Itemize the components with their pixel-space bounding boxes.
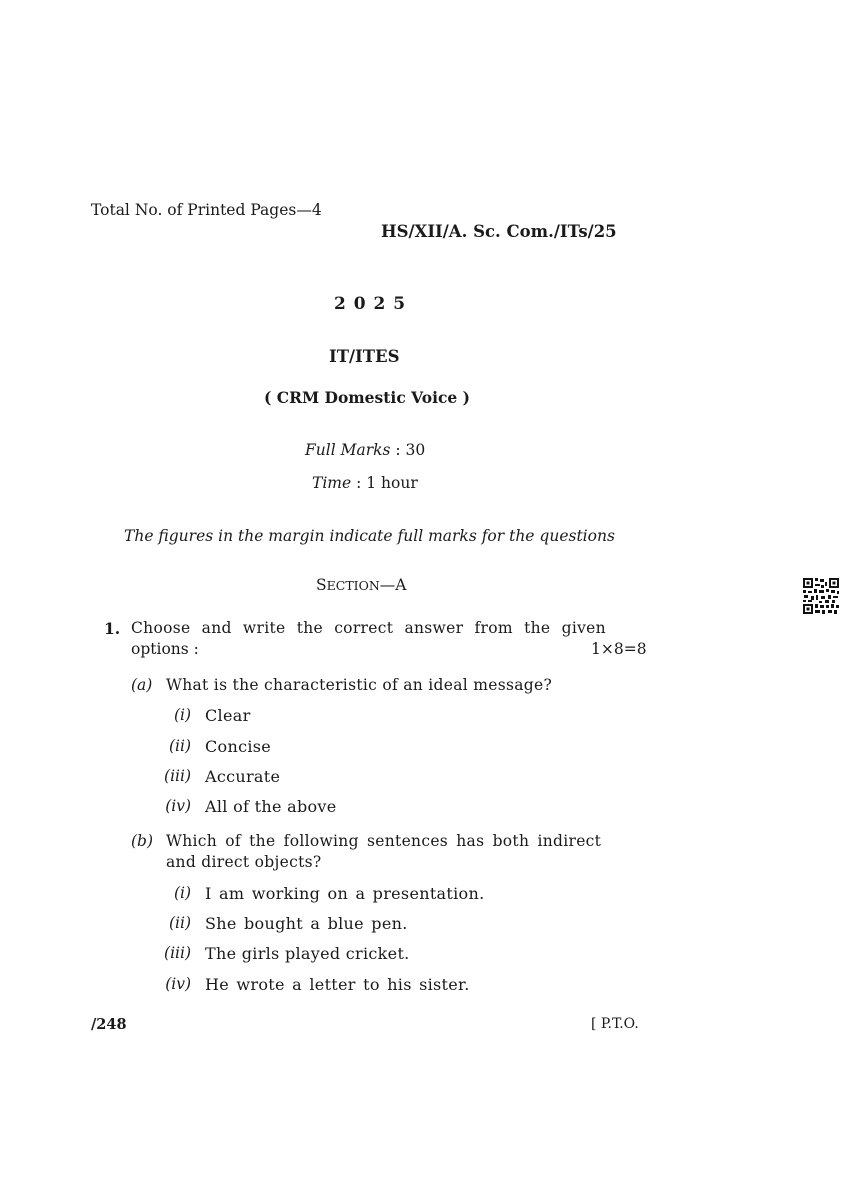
page-code: /248 (91, 1016, 127, 1033)
option-text: Concise (205, 737, 272, 756)
paper-code: HS/XII/A. Sc. Com./ITs/25 (381, 222, 617, 241)
option-label: (iii) (164, 944, 191, 962)
option-text: Clear (205, 706, 251, 725)
question-marks: 1×8=8 (591, 640, 647, 658)
paper-title: ( CRM Domestic Voice ) (264, 388, 471, 407)
part-b-question-line-1: Which of the following sentences has both indirect (166, 832, 602, 850)
option-label: (iv) (165, 975, 191, 993)
option-label: (ii) (168, 737, 191, 755)
time-label: Time (312, 474, 352, 492)
full-marks-label: Full Marks (305, 441, 391, 459)
qr-code-icon (802, 577, 840, 615)
option-label: (i) (173, 884, 191, 902)
option-text: He wrote a letter to his sister. (205, 975, 470, 994)
option-label: (ii) (168, 914, 191, 932)
instruction-text: The figures in the margin indicate full marks for the questions (124, 527, 615, 545)
option-label: (i) (173, 706, 191, 724)
pto-note: [ P.T.O. (591, 1016, 639, 1032)
part-a-label: (a) (131, 676, 153, 694)
time-allowed (312, 474, 418, 492)
subject-title: IT/ITES (329, 347, 400, 366)
part-b-label: (b) (131, 832, 154, 850)
full-marks (305, 441, 425, 459)
total-pages: Total No. of Printed Pages—4 (91, 201, 322, 219)
question-number: 1. (104, 619, 121, 638)
option-text: The girls played cricket. (205, 944, 410, 963)
option-label: (iii) (164, 767, 191, 785)
option-text: I am working on a presentation. (205, 884, 485, 903)
part-b-question-line-2: and direct objects? (166, 853, 322, 871)
option-label: (iv) (165, 797, 191, 815)
time-value: : 1 hour (356, 474, 418, 492)
full-marks-value: : 30 (395, 441, 426, 459)
option-text: All of the above (205, 797, 337, 816)
option-text: Accurate (205, 767, 281, 786)
section-heading: SECTION—A (316, 576, 407, 594)
question-text-line-1: Choose and write the correct answer from the given (131, 619, 606, 637)
exam-year: 2 0 2 5 (334, 294, 407, 314)
option-text: She bought a blue pen. (205, 914, 408, 933)
question-text-line-2: options : (131, 640, 199, 658)
part-a-question: What is the characteristic of an ideal message? (166, 676, 553, 694)
